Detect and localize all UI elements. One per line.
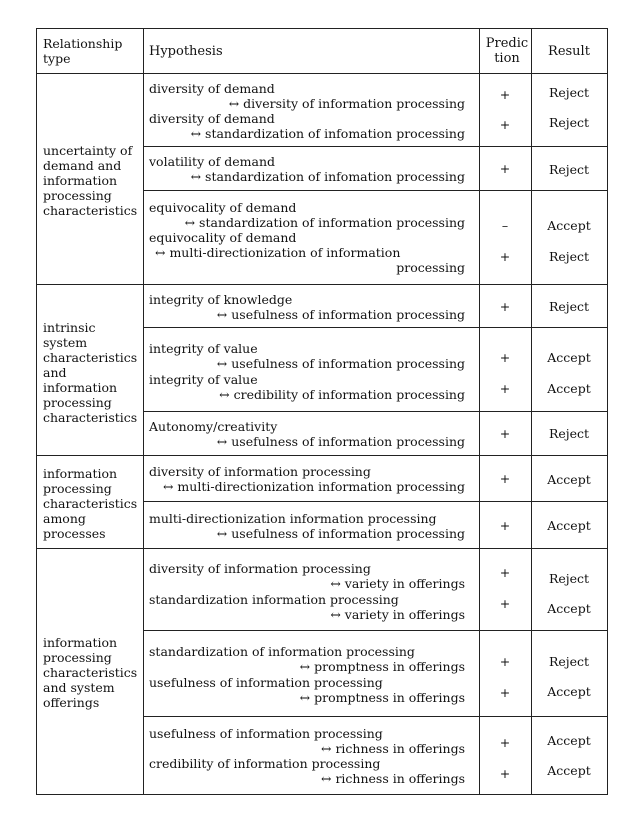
hypothesis-effect: ↔ promptness in offerings [299,690,465,705]
header-prediction: Prediction [485,36,529,66]
hypothesis-effect: ↔ richness in offerings [321,741,465,756]
result-cell: Reject [548,654,590,669]
hypothesis-effect: ↔ promptness in offerings [299,659,465,674]
header-relationship-type: Relationship type [43,36,123,66]
prediction-cell: + [499,565,511,580]
group-divider [37,284,607,285]
header-result: Result [548,44,590,59]
hypothesis-effect: ↔ multi-directionization information processing [162,479,465,494]
hypothesis-effect: ↔ multi-directionization of information [155,245,401,260]
prediction-cell: + [499,381,511,396]
prediction-cell: + [499,87,511,102]
hypothesis-cause: diversity of demand [149,81,275,96]
hypothesis-cause: integrity of value [149,372,258,387]
hypothesis-cause: integrity of knowledge [149,292,293,307]
hypothesis-effect: ↔ diversity of information processing [228,96,465,111]
hypothesis-cause: equivocality of demand [149,200,297,215]
prediction-cell: + [499,249,511,264]
hypothesis-effect: ↔ usefulness of information processing [216,434,465,449]
hypothesis-effect-cont: processing [396,260,465,275]
result-cell: Accept [547,218,591,233]
group-divider [37,548,607,549]
result-cell: Reject [548,299,590,314]
row-divider [143,327,607,328]
prediction-cell: + [499,735,511,750]
hypothesis-effect: ↔ richness in offerings [321,771,465,786]
row-divider [143,190,607,191]
hypothesis-effect: ↔ standardization of information processing [184,215,465,230]
prediction-cell: + [499,471,511,486]
prediction-cell: + [499,766,511,781]
hypothesis-cause: equivocality of demand [149,230,297,245]
result-cell: Accept [547,684,591,699]
result-cell: Reject [548,85,590,100]
row-divider [143,411,607,412]
prediction-cell: + [499,654,511,669]
hypothesis-effect: ↔ usefulness of information processing [216,526,465,541]
result-cell: Accept [547,601,591,616]
row-divider [143,501,607,502]
hypothesis-cause: standardization of information processing [149,644,415,659]
hypothesis-cause: usefulness of information processing [149,675,383,690]
result-cell: Reject [548,115,590,130]
prediction-cell: + [499,117,511,132]
prediction-cell: + [499,161,511,176]
header-hypothesis: Hypothesis [149,44,223,59]
hypothesis-cause: Autonomy/creativity [149,419,278,434]
hypothesis-effect: ↔ credibility of information processing [219,387,465,402]
hypothesis-cause: volatility of demand [149,154,275,169]
header-divider [37,73,607,74]
hypothesis-cause: usefulness of information processing [149,726,383,741]
prediction-cell: + [499,299,511,314]
hypothesis-results-table [36,28,608,795]
group-divider [37,455,607,456]
result-cell: Accept [547,518,591,533]
row-divider [143,716,607,717]
hypothesis-effect: ↔ variety in offerings [330,607,465,622]
result-cell: Accept [547,472,591,487]
hypothesis-effect: ↔ standardization of infomation processing [190,126,465,141]
result-cell: Accept [547,763,591,778]
relationship-type: uncertainty of demand and information processing characteristics [43,143,138,218]
result-cell: Reject [548,571,590,586]
hypothesis-cause: diversity of information processing [149,561,371,576]
hypothesis-effect: ↔ variety in offerings [330,576,465,591]
prediction-cell: + [499,426,511,441]
hypothesis-cause: diversity of demand [149,111,275,126]
hypothesis-cause: integrity of value [149,341,258,356]
row-divider [143,630,607,631]
result-cell: Accept [547,350,591,365]
prediction-cell: – [501,218,509,233]
hypothesis-cause: standardization information processing [149,592,399,607]
prediction-cell: + [499,350,511,365]
result-cell: Reject [548,426,590,441]
hypothesis-cause: multi-directionization information processing [149,511,437,526]
result-cell: Reject [548,162,590,177]
prediction-cell: + [499,596,511,611]
hypothesis-effect: ↔ usefulness of information processing [216,356,465,371]
prediction-cell: + [499,518,511,533]
hypothesis-effect: ↔ usefulness of information processing [216,307,465,322]
hypothesis-cause: diversity of information processing [149,464,371,479]
hypothesis-cause: credibility of information processing [149,756,381,771]
row-divider [143,146,607,147]
hypothesis-effect: ↔ standardization of infomation processing [190,169,465,184]
relationship-type: intrinsic system characteristics and information processing characteristics [43,320,138,425]
result-cell: Reject [548,249,590,264]
relationship-type: information processing characteristics and system offerings [43,635,138,710]
result-cell: Accept [547,381,591,396]
prediction-cell: + [499,685,511,700]
result-cell: Accept [547,733,591,748]
relationship-type: information processing characteristics among processes [43,466,138,541]
